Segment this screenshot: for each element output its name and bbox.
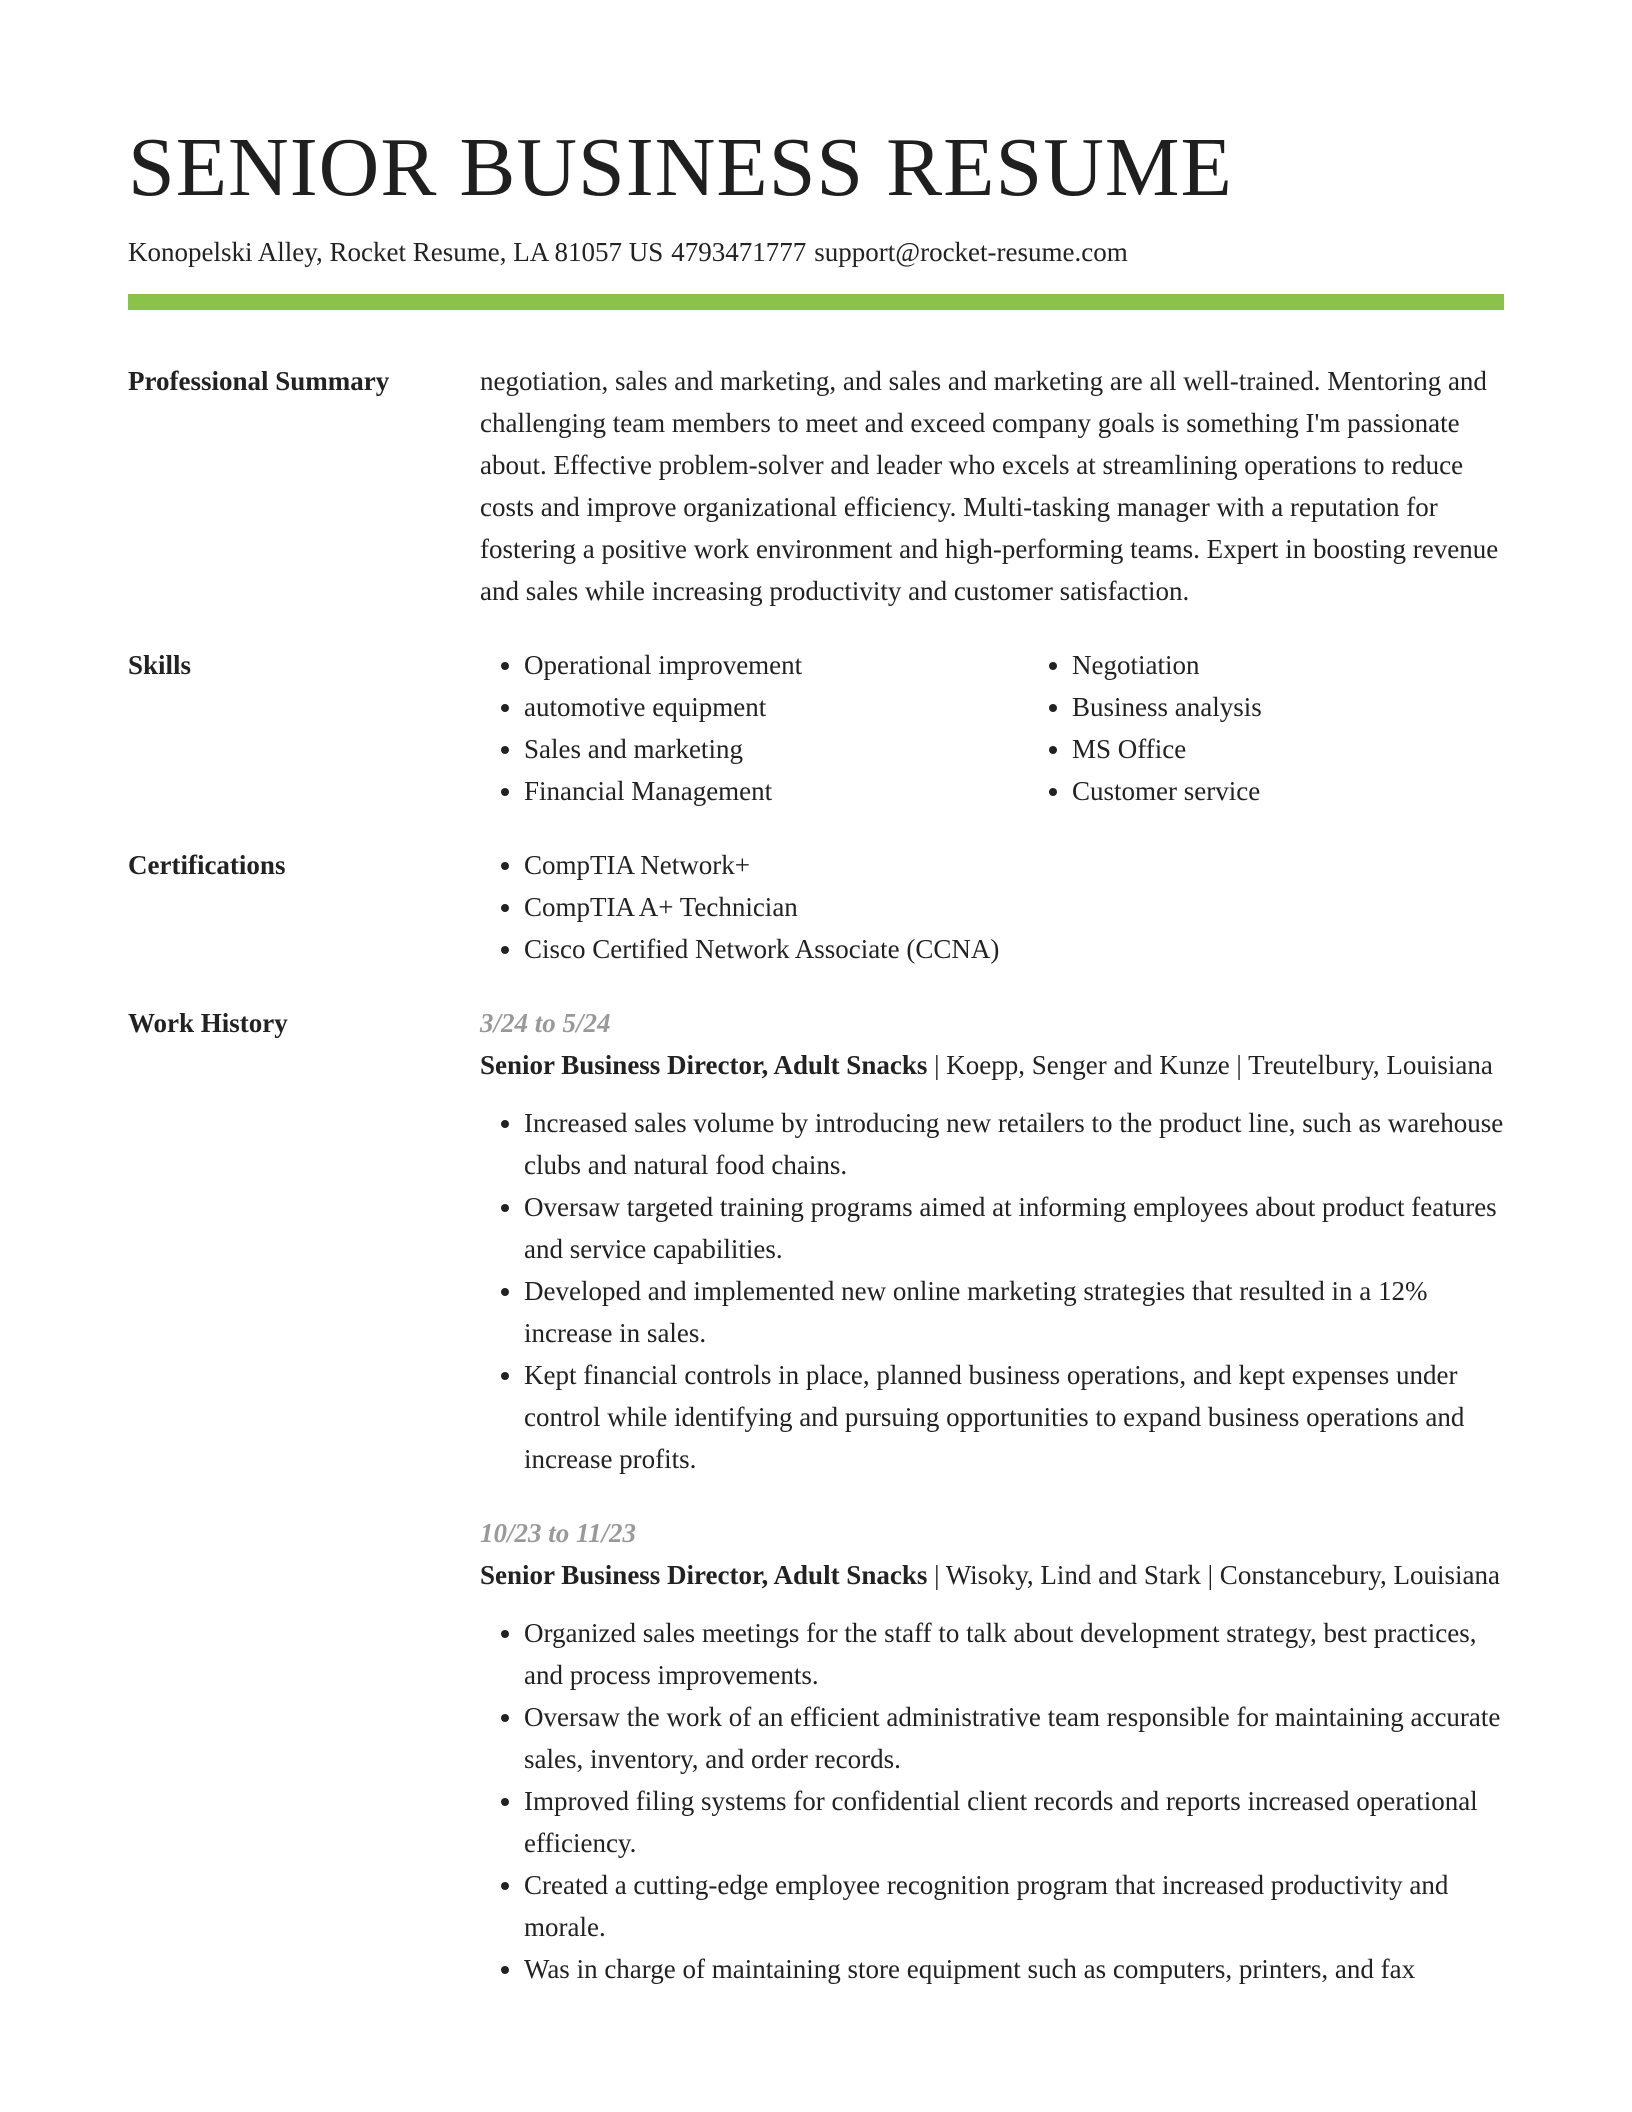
certification-item: • CompTIA A+ Technician bbox=[524, 886, 1504, 928]
contact-line bbox=[128, 234, 1504, 270]
section-label-work-history: Work History bbox=[128, 1008, 288, 1038]
section-label-certifications: Certifications bbox=[128, 850, 286, 880]
job-heading bbox=[480, 1554, 1504, 1596]
skill-item: • Business analysis bbox=[1072, 686, 1576, 728]
job-title: Senior Business Director, Adult Snacks bbox=[480, 1050, 928, 1080]
skills-list-right bbox=[1028, 644, 1576, 812]
section-label-skills: Skills bbox=[128, 650, 192, 680]
job-bullets bbox=[480, 1102, 1504, 1480]
job-dates: 3/24 to 5/24 bbox=[480, 1008, 611, 1038]
resume-page bbox=[128, 120, 1504, 1990]
job-bullet: • Developed and implemented new online marketing strategies that resulted in a 12% increase in sales. bbox=[524, 1270, 1504, 1354]
job-bullet: • Increased sales volume by introducing new retailers to the product line, such as warehouse clubs and natural food chains. bbox=[524, 1102, 1504, 1186]
work-history-body bbox=[480, 1002, 1504, 1990]
section-professional-summary bbox=[128, 360, 1504, 612]
section-work-history bbox=[128, 1002, 1504, 1990]
job-bullet: • Was in charge of maintaining store equipment such as computers, printers, and fax bbox=[524, 1948, 1504, 1990]
skills-list-left bbox=[480, 644, 1028, 812]
certification-item: • Cisco Certified Network Associate (CCNA) bbox=[524, 928, 1504, 970]
skill-item: • Operational improvement bbox=[524, 644, 1028, 686]
contact-email: support@rocket-resume.com bbox=[814, 237, 1128, 267]
job-bullet: • Created a cutting-edge employee recognition program that increased productivity and morale. bbox=[524, 1864, 1504, 1948]
skill-item: • Negotiation bbox=[1072, 644, 1576, 686]
job-details: | Koepp, Senger and Kunze | Treutelbury, Louisiana bbox=[927, 1050, 1493, 1080]
section-skills bbox=[128, 644, 1504, 812]
certification-item: • CompTIA Network+ bbox=[524, 844, 1504, 886]
job-bullets bbox=[480, 1612, 1504, 1990]
job-bullet: • Oversaw targeted training programs aimed at informing employees about product features and service capabilities. bbox=[524, 1186, 1504, 1270]
skill-item: • Financial Management bbox=[524, 770, 1028, 812]
job-title: Senior Business Director, Adult Snacks bbox=[480, 1560, 928, 1590]
resume-title: SENIOR BUSINESS RESUME bbox=[128, 121, 1233, 214]
job-heading bbox=[480, 1044, 1504, 1086]
job-bullet: • Improved filing systems for confidential client records and reports increased operational efficiency. bbox=[524, 1780, 1504, 1864]
job-bullet: • Organized sales meetings for the staff to talk about development strategy, best practices, and process improvements. bbox=[524, 1612, 1504, 1696]
header-divider bbox=[128, 294, 1504, 310]
skill-item: • Customer service bbox=[1072, 770, 1576, 812]
certifications-list bbox=[480, 844, 1504, 970]
job-entry bbox=[480, 1002, 1504, 1480]
certifications-body bbox=[480, 844, 1504, 970]
skills-columns bbox=[480, 644, 1576, 812]
contact-phone: 4793471777 bbox=[671, 237, 807, 267]
job-details: | Wisoky, Lind and Stark | Constancebury, Louisiana bbox=[927, 1560, 1500, 1590]
job-dates: 10/23 to 11/23 bbox=[480, 1518, 637, 1548]
job-bullet: • Kept financial controls in place, planned business operations, and kept expenses under control while identifying and pursuing opportunities to expand business operations and increase profits. bbox=[524, 1354, 1504, 1480]
section-label-summary: Professional Summary bbox=[128, 366, 390, 396]
job-entry bbox=[480, 1512, 1504, 1990]
job-bullet: • Oversaw the work of an efficient administrative team responsible for maintaining accurate sales, inventory, and order records. bbox=[524, 1696, 1504, 1780]
section-certifications bbox=[128, 844, 1504, 970]
skill-item: • Sales and marketing bbox=[524, 728, 1028, 770]
skill-item: • automotive equipment bbox=[524, 686, 1028, 728]
summary-text: negotiation, sales and marketing, and sales and marketing are all well-trained. Mentoring and challenging team members to meet and exceed company goals is something I'm passionate about. Effective problem-solver and leader who excels at streamlining operations to reduce costs and improve organizational efficiency. Multi-tasking manager with a reputation for fostering a positive work environment and high-performing teams. Expert in boosting revenue and sales while increasing productivity and customer satisfaction. bbox=[480, 366, 1499, 606]
skill-item: • MS Office bbox=[1072, 728, 1576, 770]
contact-address: Konopelski Alley, Rocket Resume, LA 81057 US bbox=[128, 237, 664, 267]
